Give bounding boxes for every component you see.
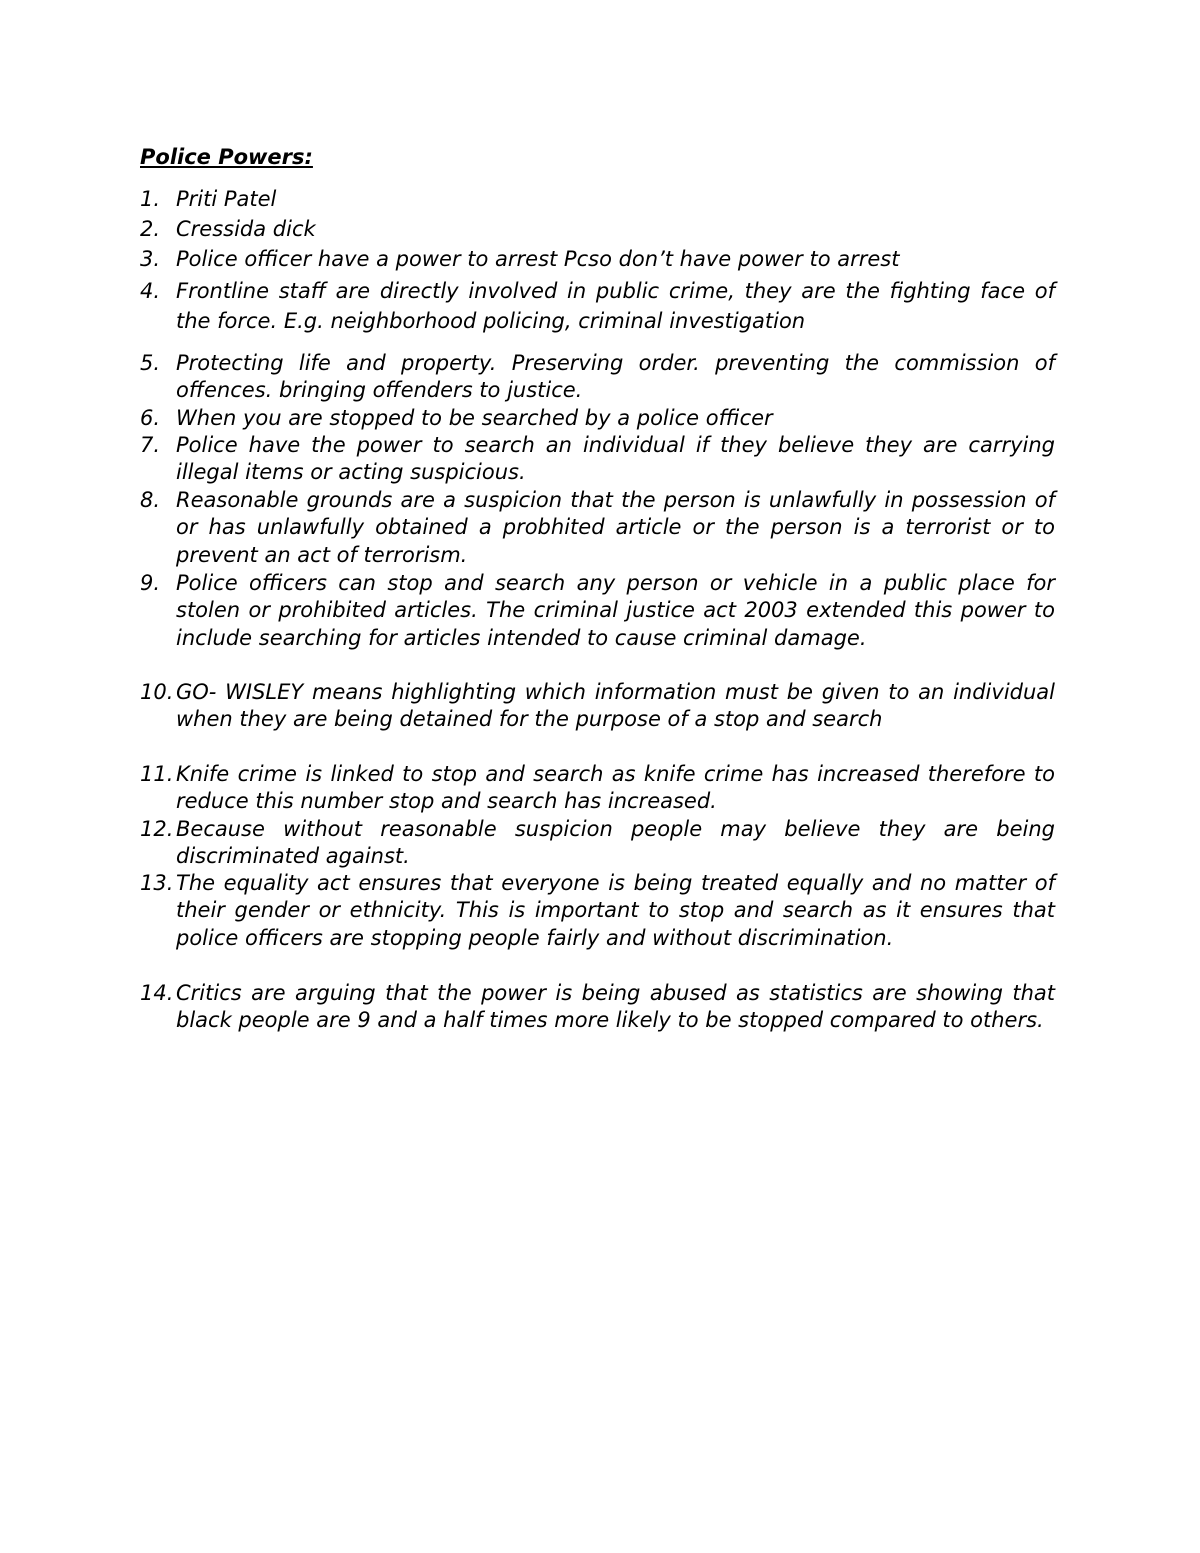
list-item-text: Frontline staff are directly involved in public crime, they are the fighting face of the force. E.g. neighborhood policing, criminal investigation bbox=[176, 279, 1055, 333]
list-item-number: 12. bbox=[140, 817, 174, 841]
list-item-text: Police officers can stop and search any person or vehicle in a public place for stolen or prohibited articles. The criminal justice act 2003 extended this power to include searching for articles intended to cause criminal damage. bbox=[176, 571, 1055, 650]
list-item-text: Protecting life and property. Preserving order. preventing the commission of offences. bringing offenders to justice. bbox=[176, 351, 1055, 403]
list-item-number: 1. bbox=[140, 187, 161, 211]
list-item bbox=[140, 570, 1055, 652]
list-item bbox=[140, 186, 1055, 213]
list-item-number: 9. bbox=[140, 571, 161, 595]
list-item-number: 5. bbox=[140, 351, 161, 375]
list-item bbox=[140, 405, 1055, 432]
list-item-number: 14. bbox=[140, 981, 174, 1005]
list-item bbox=[140, 350, 1055, 405]
document-title: Police Powers: bbox=[140, 145, 313, 169]
list-item-text: When you are stopped to be searched by a police officer bbox=[176, 406, 773, 430]
list-item-text: Because without reasonable suspicion people may believe they are being discriminated against. bbox=[176, 817, 1055, 869]
list-item-number: 4. bbox=[140, 279, 161, 303]
list-item-text: Priti Patel bbox=[176, 187, 277, 211]
list-item-number: 2. bbox=[140, 217, 161, 241]
list-item-text: The equality act ensures that everyone is being treated equally and no matter of their gender or ethnicity. This is important to stop and search as it ensures that police officers are stopping people fairly and without discrimination. bbox=[176, 871, 1055, 950]
list-item bbox=[140, 487, 1055, 569]
list-item-text: Knife crime is linked to stop and search as knife crime has increased therefore to reduce this number stop and search has increased. bbox=[176, 762, 1055, 814]
list-item bbox=[140, 870, 1055, 952]
list-item bbox=[140, 980, 1055, 1035]
list-item bbox=[140, 679, 1055, 734]
list-item-text: GO- WISLEY means highlighting which information must be given to an individual when they are being detained for the purpose of a stop and search bbox=[176, 680, 1055, 732]
list-item-number: 6. bbox=[140, 406, 161, 430]
list-item-text: Police have the power to search an individual if they believe they are carrying illegal items or acting suspicious. bbox=[176, 433, 1055, 485]
list-item-text: Reasonable grounds are a suspicion that the person is unlawfully in possession of or has unlawfully obtained a probhited article or the person is a terrorist or to prevent an act of terrorism. bbox=[176, 488, 1055, 567]
list-item bbox=[140, 246, 1055, 273]
list-item bbox=[140, 432, 1055, 487]
list-item-text: Critics are arguing that the power is being abused as statistics are showing that black people are 9 and a half times more likely to be stopped compared to others. bbox=[176, 981, 1055, 1033]
list-item bbox=[140, 276, 1055, 336]
list-item bbox=[140, 761, 1055, 816]
list-item-text: Police officer have a power to arrest Pcso don’t have power to arrest bbox=[176, 247, 900, 271]
list-item bbox=[140, 816, 1055, 871]
list-item-number: 13. bbox=[140, 871, 174, 895]
list-item-number: 10. bbox=[140, 680, 174, 704]
list-item-number: 3. bbox=[140, 247, 161, 271]
list-item bbox=[140, 216, 1055, 243]
list-item-number: 8. bbox=[140, 488, 161, 512]
list-item-number: 7. bbox=[140, 433, 161, 457]
list-item-text: Cressida dick bbox=[176, 217, 316, 241]
list-item-number: 11. bbox=[140, 762, 174, 786]
